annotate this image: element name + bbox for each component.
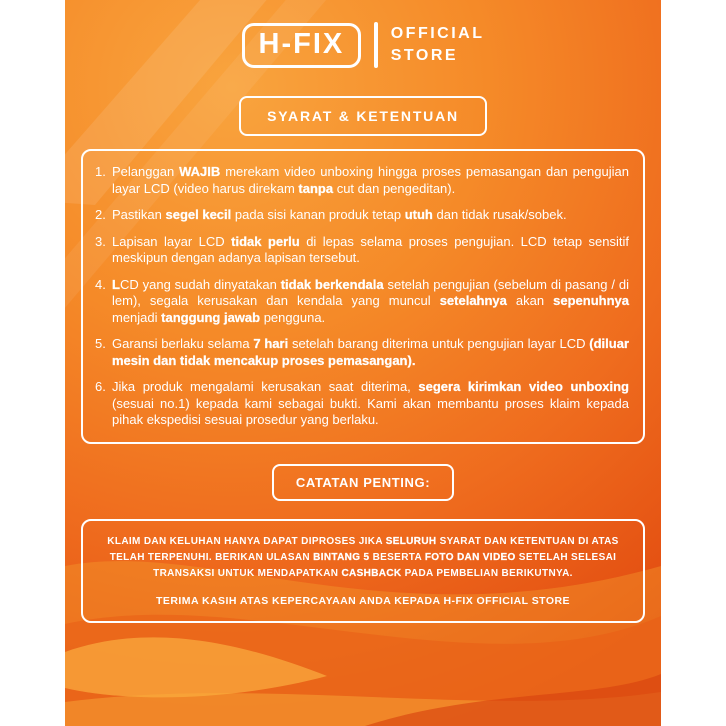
term-text: Pelanggan WAJIB merekam video unboxing hingga proses pemasangan dan pengujian layar LCD (video harus direkam tanpa cut dan pengeditan). <box>112 164 629 196</box>
term-text: Garansi berlaku selama 7 hari setelah barang diterima untuk pengujian layar LCD (diluar mesin dan tidak mencakup proses pemasangan). <box>112 336 630 368</box>
term-item-6 <box>95 379 629 429</box>
store-header <box>242 22 485 68</box>
term-number: 2. <box>95 207 106 222</box>
important-note-label: CATATAN PENTING: <box>295 474 431 490</box>
terms-title-box <box>239 96 487 136</box>
official-store-line2: STORE <box>390 47 459 64</box>
term-number: 6. <box>95 379 106 394</box>
header-divider <box>374 22 378 68</box>
term-text: Pastikan segel kecil pada sisi kanan produk tetap utuh dan tidak rusak/sobek. <box>112 207 567 222</box>
term-item-5 <box>95 336 629 369</box>
thanks-line: TERIMA KASIH ATAS KEPERCAYAAN ANDA KEPADA H-FIX OFFICIAL STORE <box>156 594 570 607</box>
term-text: LCD yang sudah dinyatakan tidak berkendala setelah pengujian (sebelum di pasang / di lem), segala kerusakan dan kendala yang muncul setelahnya akan sepenuhnya menjadi tanggung jawab pengguna. <box>112 276 629 325</box>
poster-content <box>65 0 661 726</box>
terms-list-box <box>81 149 645 444</box>
hfix-logo-text: H-FIX <box>258 27 345 60</box>
term-item-1 <box>95 164 629 197</box>
official-store-label <box>391 23 485 66</box>
footer-box <box>81 519 645 623</box>
terms-title: SYARAT & KETENTUAN <box>267 108 459 124</box>
term-item-2 <box>95 207 629 224</box>
term-text: Lapisan layar LCD tidak perlu di lepas selama proses pengujian. LCD tetap sensitif meskipun dengan adanya lapisan tersebut. <box>112 233 629 265</box>
term-number: 3. <box>95 233 106 249</box>
term-number: 4. <box>95 276 106 292</box>
poster-canvas <box>65 0 661 726</box>
hfix-logo <box>242 23 362 68</box>
term-number: 5. <box>95 336 106 351</box>
claim-paragraph: KLAIM DAN KELUHAN HANYA DAPAT DIPROSES JIKA SELURUH SYARAT DAN KETENTUAN DI ATAS TELAH TERPENUHI. BERIKAN ULASAN BINTANG 5 BESERTA FOTO DAN VIDEO SETELAH SELESAI TRANSAKSI UNTUK MENDAPATKAN CASHBACK PADA PEMBELIAN BERIKUTNYA. <box>107 535 619 579</box>
important-note-box <box>272 464 454 501</box>
term-item-3 <box>95 234 629 267</box>
term-number: 1. <box>95 164 106 179</box>
official-store-line1: OFFICIAL <box>390 25 485 43</box>
term-text: Jika produk mengalami kerusakan saat diterima, segera kirimkan video unboxing (sesuai no.1) kepada kami sebagai bukti. Kami akan membantu proses klaim kepada pihak ekspedisi sesuai prosedur yang berlaku. <box>112 379 629 427</box>
term-item-4 <box>95 277 629 327</box>
